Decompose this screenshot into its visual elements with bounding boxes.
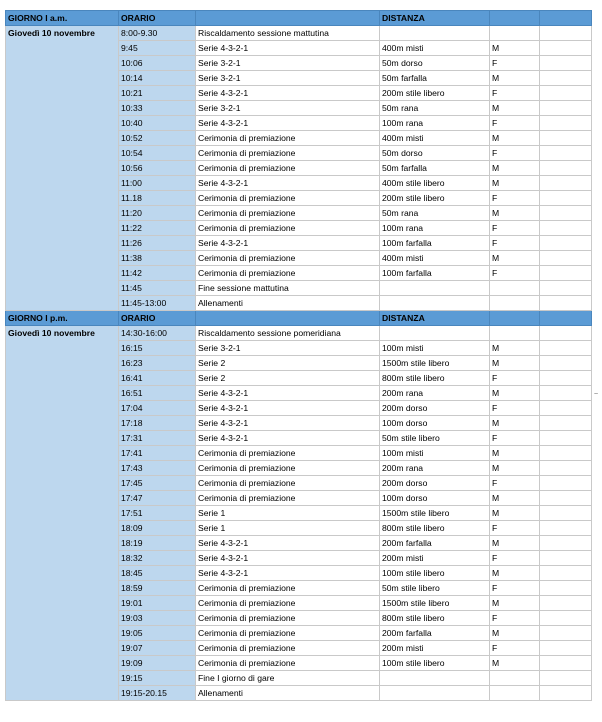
sex-cell: M bbox=[490, 416, 540, 431]
event-cell: Cerimonia di premiazione bbox=[196, 251, 380, 266]
time-cell: 17:47 bbox=[119, 491, 196, 506]
time-cell: 8:00-9.30 bbox=[119, 26, 196, 41]
empty-cell bbox=[540, 611, 592, 626]
distance-cell: 50m farfalla bbox=[380, 161, 490, 176]
sex-cell: M bbox=[490, 176, 540, 191]
header-empty bbox=[196, 311, 380, 326]
sex-cell: F bbox=[490, 116, 540, 131]
sex-cell: F bbox=[490, 86, 540, 101]
sex-cell: M bbox=[490, 536, 540, 551]
distance-cell bbox=[380, 296, 490, 311]
event-cell: Serie 4-3-2-1 bbox=[196, 566, 380, 581]
distance-cell: 1500m stile libero bbox=[380, 506, 490, 521]
event-cell: Serie 4-3-2-1 bbox=[196, 386, 380, 401]
empty-cell bbox=[540, 86, 592, 101]
time-cell: 17:51 bbox=[119, 506, 196, 521]
event-cell: Fine sessione mattutina bbox=[196, 281, 380, 296]
event-cell: Serie 4-3-2-1 bbox=[196, 86, 380, 101]
time-cell: 19:07 bbox=[119, 641, 196, 656]
schedule-body bbox=[6, 11, 592, 701]
sex-cell: F bbox=[490, 641, 540, 656]
empty-cell bbox=[540, 371, 592, 386]
event-cell: Cerimonia di premiazione bbox=[196, 461, 380, 476]
time-cell: 17:43 bbox=[119, 461, 196, 476]
event-cell: Cerimonia di premiazione bbox=[196, 491, 380, 506]
sex-cell: M bbox=[490, 356, 540, 371]
time-cell: 18:09 bbox=[119, 521, 196, 536]
sex-cell: F bbox=[490, 476, 540, 491]
time-cell: 11:45-13:00 bbox=[119, 296, 196, 311]
distance-cell: 200m dorso bbox=[380, 401, 490, 416]
empty-cell bbox=[540, 401, 592, 416]
event-cell: Serie 3-2-1 bbox=[196, 101, 380, 116]
time-cell: 10:54 bbox=[119, 146, 196, 161]
distance-cell: 400m stile libero bbox=[380, 176, 490, 191]
time-cell: 10:52 bbox=[119, 131, 196, 146]
header-orario: ORARIO bbox=[119, 11, 196, 26]
distance-cell: 100m misti bbox=[380, 341, 490, 356]
distance-cell: 50m dorso bbox=[380, 56, 490, 71]
distance-cell bbox=[380, 686, 490, 701]
event-cell: Cerimonia di premiazione bbox=[196, 656, 380, 671]
event-cell: Serie 2 bbox=[196, 371, 380, 386]
event-cell: Cerimonia di premiazione bbox=[196, 191, 380, 206]
header-distanza: DISTANZA bbox=[380, 11, 490, 26]
distance-cell: 800m stile libero bbox=[380, 611, 490, 626]
event-cell: Serie 1 bbox=[196, 521, 380, 536]
sex-cell: M bbox=[490, 656, 540, 671]
time-cell: 19:09 bbox=[119, 656, 196, 671]
time-cell: 10:14 bbox=[119, 71, 196, 86]
sex-cell: F bbox=[490, 266, 540, 281]
distance-cell bbox=[380, 281, 490, 296]
sex-cell: M bbox=[490, 206, 540, 221]
empty-cell bbox=[540, 56, 592, 71]
time-cell: 10:56 bbox=[119, 161, 196, 176]
distance-cell bbox=[380, 326, 490, 341]
sex-cell: M bbox=[490, 386, 540, 401]
distance-cell: 100m dorso bbox=[380, 491, 490, 506]
distance-cell: 200m rana bbox=[380, 461, 490, 476]
event-cell: Allenamenti bbox=[196, 296, 380, 311]
empty-cell bbox=[540, 656, 592, 671]
sex-cell: F bbox=[490, 581, 540, 596]
sex-cell: M bbox=[490, 626, 540, 641]
sex-cell: M bbox=[490, 341, 540, 356]
empty-cell bbox=[540, 506, 592, 521]
event-cell: Cerimonia di premiazione bbox=[196, 161, 380, 176]
distance-cell: 50m rana bbox=[380, 101, 490, 116]
empty-cell bbox=[540, 581, 592, 596]
distance-cell: 100m stile libero bbox=[380, 566, 490, 581]
empty-cell bbox=[540, 101, 592, 116]
distance-cell: 100m stile libero bbox=[380, 656, 490, 671]
empty-cell bbox=[540, 356, 592, 371]
time-cell: 11:22 bbox=[119, 221, 196, 236]
empty-cell bbox=[540, 206, 592, 221]
sex-cell: F bbox=[490, 431, 540, 446]
empty-cell bbox=[540, 626, 592, 641]
empty-cell bbox=[540, 191, 592, 206]
sex-cell: M bbox=[490, 251, 540, 266]
event-cell: Riscaldamento sessione mattutina bbox=[196, 26, 380, 41]
distance-cell: 50m stile libero bbox=[380, 431, 490, 446]
time-cell: 18:19 bbox=[119, 536, 196, 551]
empty-cell bbox=[540, 221, 592, 236]
sex-cell: M bbox=[490, 71, 540, 86]
event-cell: Riscaldamento sessione pomeridiana bbox=[196, 326, 380, 341]
empty-cell bbox=[540, 641, 592, 656]
event-cell: Serie 4-3-2-1 bbox=[196, 416, 380, 431]
event-cell: Cerimonia di premiazione bbox=[196, 626, 380, 641]
header-empty bbox=[490, 311, 540, 326]
time-cell: 19:01 bbox=[119, 596, 196, 611]
time-cell: 18:59 bbox=[119, 581, 196, 596]
distance-cell: 200m dorso bbox=[380, 476, 490, 491]
empty-cell bbox=[540, 146, 592, 161]
empty-cell bbox=[540, 446, 592, 461]
empty-cell bbox=[540, 671, 592, 686]
time-cell: 9:45 bbox=[119, 41, 196, 56]
time-cell: 10:06 bbox=[119, 56, 196, 71]
event-cell: Allenamenti bbox=[196, 686, 380, 701]
time-cell: 19:03 bbox=[119, 611, 196, 626]
empty-cell bbox=[540, 326, 592, 341]
sex-cell: F bbox=[490, 221, 540, 236]
distance-cell: 400m misti bbox=[380, 41, 490, 56]
header-empty bbox=[540, 11, 592, 26]
event-cell: Cerimonia di premiazione bbox=[196, 641, 380, 656]
sex-cell: F bbox=[490, 146, 540, 161]
empty-cell bbox=[540, 251, 592, 266]
distance-cell: 400m misti bbox=[380, 131, 490, 146]
empty-cell bbox=[540, 341, 592, 356]
sex-cell: M bbox=[490, 41, 540, 56]
empty-cell bbox=[540, 386, 592, 401]
distance-cell: 100m dorso bbox=[380, 416, 490, 431]
distance-cell: 200m rana bbox=[380, 386, 490, 401]
event-cell: Cerimonia di premiazione bbox=[196, 146, 380, 161]
distance-cell: 200m stile libero bbox=[380, 86, 490, 101]
time-cell: 19:05 bbox=[119, 626, 196, 641]
distance-cell: 50m farfalla bbox=[380, 71, 490, 86]
empty-cell bbox=[540, 416, 592, 431]
event-cell: Serie 4-3-2-1 bbox=[196, 401, 380, 416]
distance-cell: 50m rana bbox=[380, 206, 490, 221]
event-cell: Serie 4-3-2-1 bbox=[196, 431, 380, 446]
empty-cell bbox=[540, 236, 592, 251]
sex-cell: F bbox=[490, 521, 540, 536]
sex-cell bbox=[490, 686, 540, 701]
header-distanza: DISTANZA bbox=[380, 311, 490, 326]
sex-cell: M bbox=[490, 461, 540, 476]
empty-cell bbox=[540, 161, 592, 176]
time-cell: 17:45 bbox=[119, 476, 196, 491]
distance-cell bbox=[380, 671, 490, 686]
time-cell: 17:31 bbox=[119, 431, 196, 446]
empty-cell bbox=[540, 131, 592, 146]
header-orario: ORARIO bbox=[119, 311, 196, 326]
schedule-table bbox=[5, 10, 592, 701]
empty-cell bbox=[540, 566, 592, 581]
empty-cell bbox=[540, 41, 592, 56]
event-cell: Serie 4-3-2-1 bbox=[196, 236, 380, 251]
time-cell: 19:15-20.15 bbox=[119, 686, 196, 701]
event-cell: Serie 1 bbox=[196, 506, 380, 521]
time-cell: 11:26 bbox=[119, 236, 196, 251]
empty-cell bbox=[540, 281, 592, 296]
sex-cell bbox=[490, 296, 540, 311]
event-cell: Serie 3-2-1 bbox=[196, 341, 380, 356]
time-cell: 11:20 bbox=[119, 206, 196, 221]
event-cell: Cerimonia di premiazione bbox=[196, 611, 380, 626]
sex-cell: M bbox=[490, 566, 540, 581]
sex-cell: M bbox=[490, 161, 540, 176]
distance-cell: 1500m stile libero bbox=[380, 356, 490, 371]
empty-cell bbox=[540, 521, 592, 536]
time-cell: 19:15 bbox=[119, 671, 196, 686]
distance-cell: 100m rana bbox=[380, 116, 490, 131]
distance-cell: 100m farfalla bbox=[380, 266, 490, 281]
distance-cell: 50m dorso bbox=[380, 146, 490, 161]
sex-cell bbox=[490, 26, 540, 41]
empty-cell bbox=[540, 296, 592, 311]
time-cell: 11:38 bbox=[119, 251, 196, 266]
empty-cell bbox=[540, 116, 592, 131]
stray-mark: ~ bbox=[594, 391, 599, 398]
sex-cell: F bbox=[490, 191, 540, 206]
header-giorno: GIORNO I p.m. bbox=[6, 311, 119, 326]
distance-cell bbox=[380, 26, 490, 41]
empty-cell bbox=[540, 491, 592, 506]
sex-cell bbox=[490, 281, 540, 296]
distance-cell: 200m misti bbox=[380, 551, 490, 566]
empty-cell bbox=[540, 71, 592, 86]
sex-cell: M bbox=[490, 491, 540, 506]
event-cell: Fine I giorno di gare bbox=[196, 671, 380, 686]
header-giorno: GIORNO I a.m. bbox=[6, 11, 119, 26]
time-cell: 17:41 bbox=[119, 446, 196, 461]
section-header-row bbox=[6, 11, 592, 26]
time-cell: 11:45 bbox=[119, 281, 196, 296]
sex-cell: M bbox=[490, 101, 540, 116]
empty-cell bbox=[540, 536, 592, 551]
event-cell: Cerimonia di premiazione bbox=[196, 221, 380, 236]
sex-cell: M bbox=[490, 446, 540, 461]
header-empty bbox=[540, 311, 592, 326]
empty-cell bbox=[540, 431, 592, 446]
time-cell: 16:15 bbox=[119, 341, 196, 356]
time-cell: 18:45 bbox=[119, 566, 196, 581]
distance-cell: 800m stile libero bbox=[380, 371, 490, 386]
event-cell: Serie 4-3-2-1 bbox=[196, 551, 380, 566]
sex-cell: F bbox=[490, 236, 540, 251]
time-cell: 16:51 bbox=[119, 386, 196, 401]
sex-cell: M bbox=[490, 506, 540, 521]
empty-cell bbox=[540, 686, 592, 701]
event-cell: Cerimonia di premiazione bbox=[196, 206, 380, 221]
table-row bbox=[6, 26, 592, 41]
event-cell: Cerimonia di premiazione bbox=[196, 266, 380, 281]
distance-cell: 50m stile libero bbox=[380, 581, 490, 596]
event-cell: Serie 3-2-1 bbox=[196, 71, 380, 86]
event-cell: Cerimonia di premiazione bbox=[196, 596, 380, 611]
event-cell: Cerimonia di premiazione bbox=[196, 476, 380, 491]
event-cell: Serie 4-3-2-1 bbox=[196, 536, 380, 551]
distance-cell: 100m rana bbox=[380, 221, 490, 236]
distance-cell: 100m misti bbox=[380, 446, 490, 461]
distance-cell: 200m misti bbox=[380, 641, 490, 656]
time-cell: 10:21 bbox=[119, 86, 196, 101]
table-row bbox=[6, 326, 592, 341]
event-cell: Cerimonia di premiazione bbox=[196, 581, 380, 596]
sex-cell bbox=[490, 326, 540, 341]
distance-cell: 200m farfalla bbox=[380, 626, 490, 641]
time-cell: 10:40 bbox=[119, 116, 196, 131]
time-cell: 10:33 bbox=[119, 101, 196, 116]
time-cell: 17:18 bbox=[119, 416, 196, 431]
time-cell: 18:32 bbox=[119, 551, 196, 566]
event-cell: Serie 4-3-2-1 bbox=[196, 41, 380, 56]
time-cell: 16:23 bbox=[119, 356, 196, 371]
empty-cell bbox=[540, 176, 592, 191]
sex-cell: F bbox=[490, 551, 540, 566]
sex-cell: F bbox=[490, 56, 540, 71]
empty-cell bbox=[540, 266, 592, 281]
distance-cell: 100m farfalla bbox=[380, 236, 490, 251]
time-cell: 11.18 bbox=[119, 191, 196, 206]
event-cell: Serie 4-3-2-1 bbox=[196, 176, 380, 191]
sex-cell: M bbox=[490, 131, 540, 146]
header-empty bbox=[490, 11, 540, 26]
section-header-row bbox=[6, 311, 592, 326]
sex-cell bbox=[490, 671, 540, 686]
distance-cell: 200m farfalla bbox=[380, 536, 490, 551]
empty-cell bbox=[540, 461, 592, 476]
time-cell: 14:30-16:00 bbox=[119, 326, 196, 341]
day-cell: Giovedì 10 novembre bbox=[6, 26, 119, 311]
time-cell: 11:00 bbox=[119, 176, 196, 191]
event-cell: Cerimonia di premiazione bbox=[196, 446, 380, 461]
distance-cell: 1500m stile libero bbox=[380, 596, 490, 611]
sex-cell: M bbox=[490, 596, 540, 611]
empty-cell bbox=[540, 551, 592, 566]
distance-cell: 800m stile libero bbox=[380, 521, 490, 536]
empty-cell bbox=[540, 596, 592, 611]
event-cell: Serie 2 bbox=[196, 356, 380, 371]
day-cell: Giovedì 10 novembre bbox=[6, 326, 119, 701]
distance-cell: 200m stile libero bbox=[380, 191, 490, 206]
event-cell: Cerimonia di premiazione bbox=[196, 131, 380, 146]
distance-cell: 400m misti bbox=[380, 251, 490, 266]
empty-cell bbox=[540, 476, 592, 491]
sex-cell: F bbox=[490, 371, 540, 386]
event-cell: Serie 3-2-1 bbox=[196, 56, 380, 71]
event-cell: Serie 4-3-2-1 bbox=[196, 116, 380, 131]
sex-cell: F bbox=[490, 401, 540, 416]
sex-cell: F bbox=[490, 611, 540, 626]
empty-cell bbox=[540, 26, 592, 41]
header-empty bbox=[196, 11, 380, 26]
time-cell: 16:41 bbox=[119, 371, 196, 386]
time-cell: 17:04 bbox=[119, 401, 196, 416]
time-cell: 11:42 bbox=[119, 266, 196, 281]
